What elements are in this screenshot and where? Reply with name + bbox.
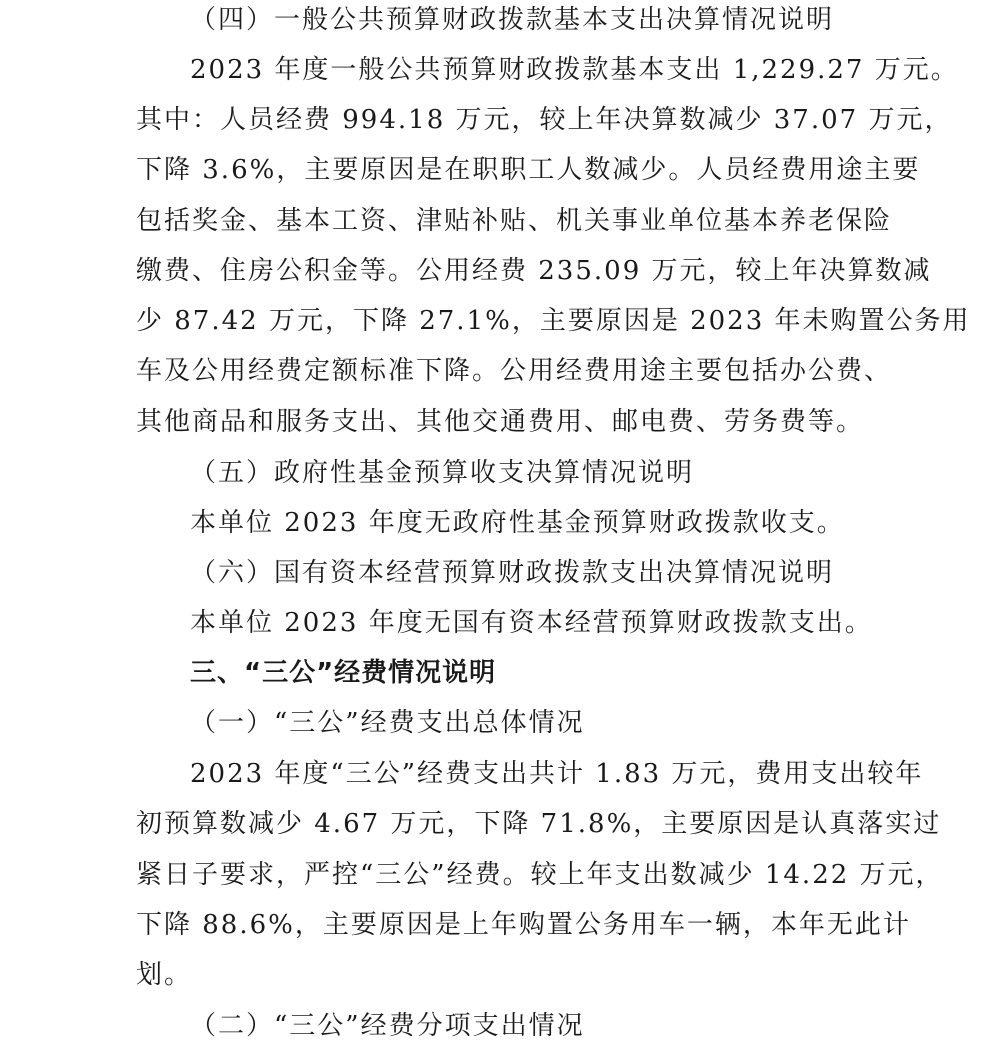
paragraph-line: 下降 3.6%，主要原因是在职职工人数减少。人员经费用途主要: [136, 155, 921, 185]
part-heading-3: 三、“三公”经费情况说明: [190, 658, 497, 688]
paragraph-line: 本单位 2023 年度无政府性基金预算财政拨款收支。: [190, 508, 845, 538]
section-heading-5: （五）政府性基金预算收支决算情况说明: [190, 458, 695, 488]
paragraph-line: 包括奖金、基本工资、津贴补贴、机关事业单位基本养老保险: [136, 206, 893, 236]
paragraph-line: 车及公用经费定额标准下降。公用经费用途主要包括办公费、: [136, 356, 893, 386]
paragraph-line: 缴费、住房公积金等。公用经费 235.09 万元，较上年决算数减: [136, 256, 932, 286]
paragraph-line: 2023 年度一般公共预算财政拨款基本支出 1,229.27 万元。: [190, 55, 959, 85]
paragraph-line: 2023 年度“三公”经费支出共计 1.83 万元，费用支出较年: [190, 759, 924, 789]
paragraph-line: 少 87.42 万元，下降 27.1%，主要原因是 2023 年未购置公务用: [136, 306, 971, 336]
subsection-heading-1: （一）“三公”经费支出总体情况: [190, 708, 585, 738]
paragraph-line: 紧日子要求，严控“三公”经费。较上年支出数减少 14.22 万元，: [136, 860, 944, 890]
section-heading-6: （六）国有资本经营预算财政拨款支出决算情况说明: [190, 558, 835, 588]
paragraph-line: 其他商品和服务支出、其他交通费用、邮电费、劳务费等。: [136, 407, 865, 437]
paragraph-line: 初预算数减少 4.67 万元，下降 71.8%，主要原因是认真落实过: [136, 809, 942, 839]
paragraph-line: 划。: [136, 960, 193, 990]
section-heading-4: （四）一般公共预算财政拨款基本支出决算情况说明: [190, 5, 835, 35]
paragraph-line: 下降 88.6%，主要原因是上年购置公务用车一辆，本年无此计: [136, 910, 911, 940]
subsection-heading-2: （二）“三公”经费分项支出情况: [190, 1011, 585, 1041]
paragraph-line: 本单位 2023 年度无国有资本经营预算财政拨款支出。: [190, 608, 873, 638]
paragraph-line: 其中：人员经费 994.18 万元，较上年决算数减少 37.07 万元，: [136, 105, 953, 135]
